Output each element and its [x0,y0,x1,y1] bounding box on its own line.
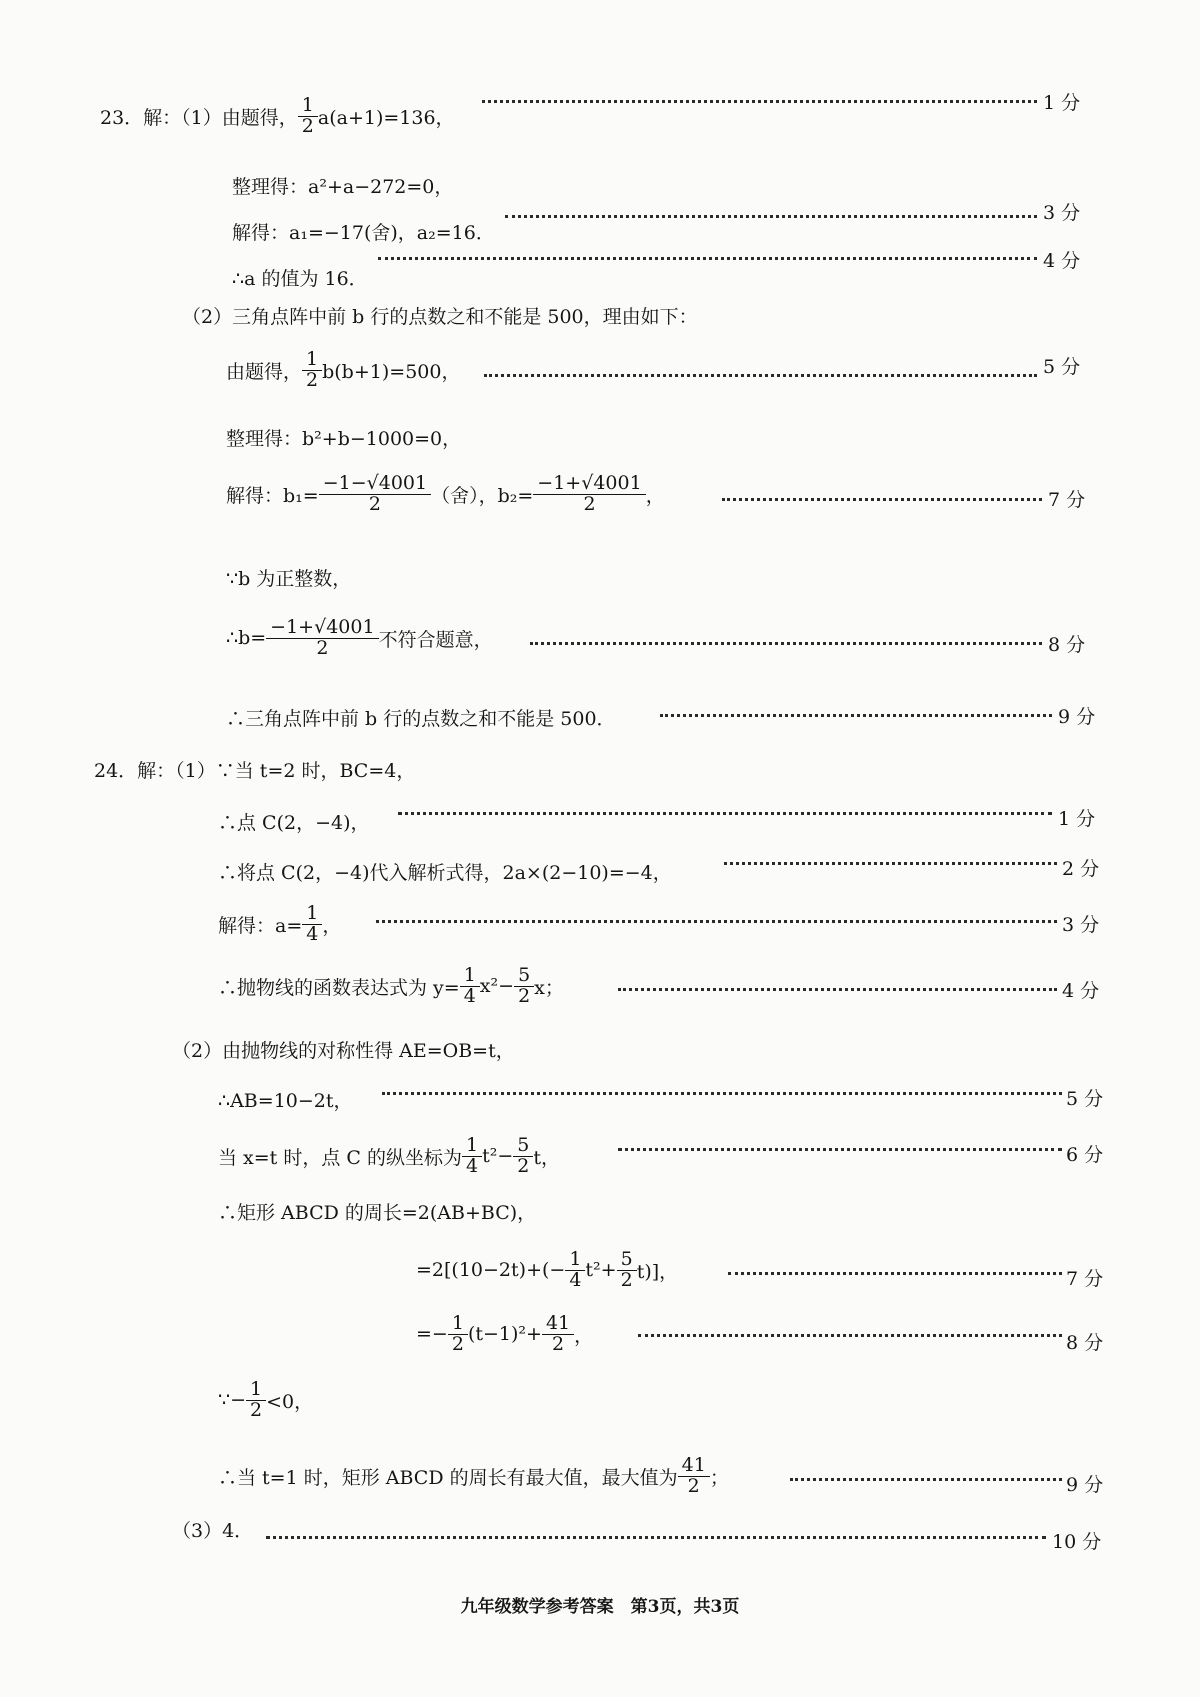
leader-dots [266,1536,1046,1539]
page-footer: 九年级数学参考答案 第3页，共3页 [460,1597,740,1617]
fraction-half: 1 2 [300,96,316,137]
q24-part2-heading: （2）由抛物线的对称性得 AE=OB=t， [172,1040,515,1062]
q23-final: ∴三角点阵中前 b 行的点数之和不能是 500． [226,708,616,730]
q24-part3-answer: （3）4． [172,1520,254,1542]
score-label: 10 分 [1052,1531,1102,1553]
fraction-five-half: $\frac{5}{2}$ [516,966,532,1007]
q24-c-ordinate: 当 x=t 时，点 C 的纵坐标为 1 4 t²− $\frac{5}{2}$ t， [218,1134,560,1177]
q23-conclusion: ∴a 的值为 16． [232,268,368,290]
score-label: 8 分 [1048,634,1086,656]
score-label: 7 分 [1048,489,1086,511]
score-label: 5 分 [1066,1088,1104,1110]
score-label: 8 分 [1066,1332,1104,1354]
leader-dots [482,100,1037,103]
q23-part2-solve: 解得：b₁= $\frac{-1-√4001}{2}$ （舍），b₂= $\frac{-1+√4001}{2}$ ， [226,472,665,515]
fraction-quarter: $\frac{1}{4}$ [304,904,320,945]
fraction-half: $\frac{1}{2}$ [450,1314,466,1355]
fraction-quarter: $\frac{1}{4}$ [567,1250,583,1291]
fraction-half: 1 2 [304,350,320,391]
leader-dots [618,1148,1062,1151]
q24-part1-given: 24．解：（1）∵当 t=2 时，BC=4， [94,760,416,782]
fraction-quarter: $\frac{1}{4}$ [462,966,478,1007]
q24-coefficient-negative: ∵− $\frac{1}{2}$ <0， [218,1378,314,1421]
leader-dots [638,1334,1062,1337]
fraction-five-half: $\frac{5}{2}$ [515,1136,531,1177]
q24-parabola-expression: ∴抛物线的函数表达式为 y= $\frac{1}{4}$ x²− $\frac{5}{2}$ x； [218,964,564,1007]
leader-dots [484,374,1037,377]
score-label: 1 分 [1043,92,1081,114]
score-label: 9 分 [1066,1474,1104,1496]
q24-substitute: ∴将点 C(2，−4)代入解析式得，2a×(2−10)=−4， [218,862,672,884]
leader-dots [618,988,1057,991]
score-label: 6 分 [1066,1144,1104,1166]
fraction-b2: $\frac{-1+√4001}{2}$ [535,474,643,515]
q23-simplify: 整理得：a²+a−272=0， [232,176,454,198]
score-label: 7 分 [1066,1268,1104,1290]
score-label: 9 分 [1058,706,1096,728]
leader-dots [790,1478,1062,1481]
score-label: 4 分 [1043,250,1081,272]
score-label: 5 分 [1043,356,1081,378]
fraction-b1: $\frac{-1-√4001}{2}$ [321,474,429,515]
leader-dots [376,920,1057,923]
leader-dots [728,1272,1062,1275]
fraction-41-half: $\frac{41}{2}$ [544,1314,572,1355]
leader-dots [382,1092,1062,1095]
score-label: 3 分 [1043,202,1081,224]
q23-positive-integer: ∵b 为正整数， [226,568,352,590]
q24-perimeter-def: ∴矩形 ABCD 的周长=2(AB+BC)， [218,1202,537,1224]
leader-dots [505,215,1037,218]
q24-max-perimeter: ∴当 t=1 时，矩形 ABCD 的周长有最大值，最大值为 41 2 ； [218,1454,729,1497]
q24-solve-a: 解得：a= $\frac{1}{4}$ ， [218,902,342,945]
score-label: 4 分 [1062,980,1100,1002]
q23-part1-given: 23．解：（1）由题得， 1 2 a(a+1)=136， [100,94,455,137]
q24-perimeter-expand: =2[(10−2t)+(− $\frac{1}{4}$ t²+ $\frac{5}{2}$ t)]， [416,1248,679,1291]
q23-part2-given: 由题得， 1 2 b(b+1)=500， [226,348,461,391]
fraction-b: $\frac{-1+√4001}{2}$ [268,618,376,659]
fraction-quarter: 1 4 [464,1136,480,1177]
fraction-half: $\frac{1}{2}$ [248,1380,264,1421]
q24-perimeter-vertex: =− $\frac{1}{2}$ (t−1)²+ $\frac{41}{2}$ ， [416,1312,594,1355]
leader-dots [530,642,1042,645]
q23-part2-heading: （2）三角点阵中前 b 行的点数之和不能是 500，理由如下： [182,306,698,328]
score-label: 3 分 [1062,914,1100,936]
q24-ab-length: ∴AB=10−2t， [218,1090,353,1112]
fraction-41-half: 41 2 [680,1456,708,1497]
q24-point-c: ∴点 C(2，−4)， [218,812,370,834]
q23-solve: 解得：a₁=−17(舍)，a₂=16． [232,222,495,244]
q23-part2-simplify: 整理得：b²+b−1000=0， [226,428,462,450]
leader-dots [398,812,1052,815]
leader-dots [378,257,1037,260]
leader-dots [722,498,1042,501]
score-label: 1 分 [1058,808,1096,830]
score-label: 2 分 [1062,858,1100,880]
fraction-five-half: $\frac{5}{2}$ [619,1250,635,1291]
q23-b-reject: ∴b= $\frac{-1+√4001}{2}$ 不符合题意， [226,616,493,659]
leader-dots [724,862,1057,865]
leader-dots [660,714,1052,717]
